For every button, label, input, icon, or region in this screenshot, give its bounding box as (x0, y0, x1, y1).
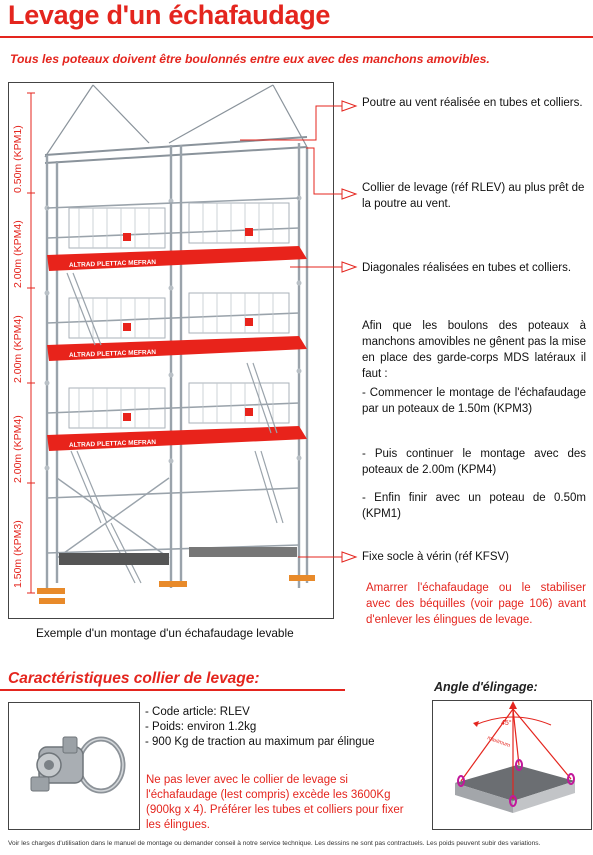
characteristics-rule (0, 689, 345, 691)
platform-brand-3: ALTRAD PLETTAC MEFRAN (68, 438, 157, 449)
angle-maximum: maximum (486, 735, 511, 750)
spec-weight: - Poids: environ 1.2kg (145, 721, 257, 733)
platform-brand-1: ALTRAD PLETTAC MEFRAN (68, 258, 157, 269)
note-bolts-intro: Afin que les boulons des poteaux à manchons amovibles ne gênent pas la mise en place des garde-corps MDS latéraux il faut : (362, 320, 586, 380)
dim-label-2: 2.00m (KPM4) (12, 220, 24, 288)
note-lifting-collar: Collier de levage (réf RLEV) au plus prêt de la poutre au vent. (362, 182, 585, 210)
sling-angle-illustration (433, 701, 591, 829)
angle-title: Angle d'élingage: (434, 680, 538, 694)
collar-specs (145, 705, 374, 750)
note-step-2: - Puis continuer le montage avec des poteaux de 2.00m (KPM4) (362, 448, 586, 476)
footer-disclaimer: Voir les charges d'utilisation dans le manuel de montage ou demander conseil à notre service technique. Les dessins ne sont pas contractuels. Les poids peuvent subir des variations. (8, 840, 541, 847)
platform-brand-2: ALTRAD PLETTAC MEFRAN (68, 348, 157, 359)
characteristics-title: Caractéristiques collier de levage: (8, 670, 260, 687)
page-title: Levage d'un échafaudage (8, 0, 331, 30)
note-step-1: - Commencer le montage de l'échafaudage par un poteaux de 1.50m (KPM3) (362, 387, 586, 415)
dim-label-4: 2.00m (KPM4) (12, 415, 24, 483)
angle-degrees: 45° (501, 720, 512, 727)
page-subtitle: Tous les poteaux doivent être boulonnés entre eux avec des manchons amovibles. (10, 52, 490, 66)
note-diagonals: Diagonales réalisées en tubes et colliers. (362, 262, 572, 274)
dim-label-1: 0.50m (KPM1) (12, 125, 24, 193)
lifting-collar-icon (9, 703, 139, 829)
note-wind-beam: Poutre au vent réalisée en tubes et colliers. (362, 97, 583, 109)
sling-angle-diagram (432, 700, 592, 830)
note-step-3: - Enfin finir avec un poteau de 0.50m (KPM1) (362, 492, 586, 520)
collar-warning: Ne pas lever avec le collier de levage si l'échafaudage (lest compris) excède les 3600Kg (900kg x 4). Préférer les tubes et colliers pour fixer les élingues. (146, 774, 404, 831)
figure-caption: Exemple d'un montage d'un échafaudage levable (36, 626, 294, 640)
spec-code: - Code article: RLEV (145, 706, 250, 718)
spec-traction: - 900 Kg de traction au maximum par élingue (145, 736, 375, 748)
lifting-collar-image (8, 702, 140, 830)
note-base-jack: Fixe socle à vérin (réf KFSV) (362, 551, 509, 563)
dim-label-3: 2.00m (KPM4) (12, 315, 24, 383)
note-anchor-warning: Amarrer l'échafaudage ou le stabiliser avec des béquilles (voir page 106) avant d'enlever les élingues de levage. (366, 582, 586, 626)
dim-label-5: 1.50m (KPM3) (12, 520, 24, 588)
